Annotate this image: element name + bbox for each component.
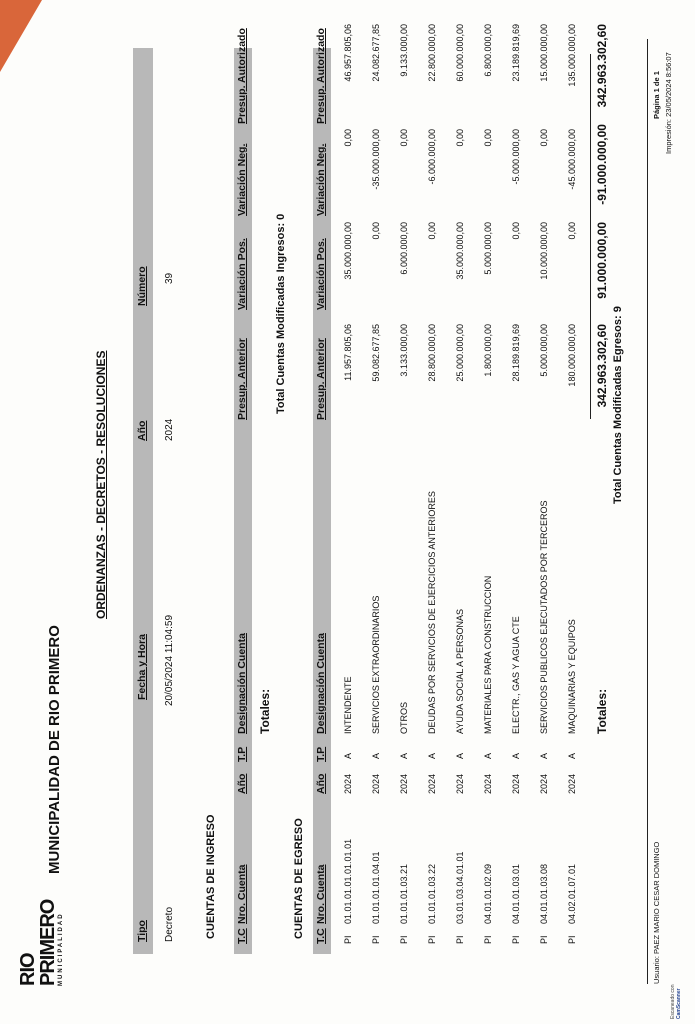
ingreso-col-variacion-pos: Variación Pos.: [236, 238, 248, 310]
egreso-totals-label: Totales:: [595, 688, 609, 734]
egreso-col-tc: T.C: [315, 928, 327, 944]
table-row-nro-cuenta: 03.01.03.04.01.01: [455, 851, 465, 924]
table-row-variacion-pos: 35.000.000,00: [455, 222, 465, 280]
table-row-presup-autorizado: 6.800.000,00: [483, 24, 493, 77]
table-row-anio: 2024: [511, 773, 521, 794]
table-row-designacion: INTENDENTE: [343, 676, 353, 734]
col-numero: Número: [136, 266, 148, 306]
footer-usuario: Usuario: PAEZ MARIO CESAR DOMINGO: [652, 841, 661, 984]
table-row-tc: PI: [539, 935, 549, 944]
table-row-anio: 2024: [567, 773, 577, 794]
egreso-total-variacion-neg: -91.000.000,00: [595, 124, 609, 205]
egreso-col-variacion-pos: Variación Pos.: [315, 238, 327, 310]
table-row-designacion: DEUDAS POR SERVICIOS DE EJERCICIOS ANTERIORES: [427, 491, 437, 734]
table-row-presup-autorizado: 15.000.000,00: [539, 24, 549, 82]
table-row-designacion: SERVICIOS PUBLICOS EJECUTADOS POR TERCEROS: [539, 500, 549, 734]
ingreso-col-presup-autorizado: Presup. Autorizado: [236, 28, 248, 124]
ingreso-col-tp: T.P: [236, 746, 248, 762]
table-row-anio: 2024: [539, 773, 549, 794]
table-row-nro-cuenta: 04.01.01.02.09: [483, 863, 493, 924]
table-row-presup-anterior: 28.800.000,00: [427, 324, 437, 382]
ingreso-col-variacion-neg: Variación Neg.: [236, 143, 248, 216]
scanner-line2: CamScanner: [676, 988, 682, 1019]
decree-tipo: Decreto: [164, 906, 175, 942]
scanner-line1: Escaneado con: [670, 984, 676, 1019]
table-row-nro-cuenta: 04.02.01.07.01: [567, 863, 577, 924]
table-row-designacion: MATERIALES PARA CONSTRUCCION: [483, 575, 493, 734]
table-row-nro-cuenta: 01.01.01.03.22: [427, 863, 437, 924]
table-row-presup-autorizado: 24.082.677,85: [371, 24, 381, 82]
table-row-anio: 2024: [455, 773, 465, 794]
table-row-designacion: OTROS: [399, 701, 409, 734]
table-row-tc: PI: [399, 935, 409, 944]
decree-fecha: 20/05/2024 11:04:59: [164, 614, 175, 706]
col-anio: Año: [136, 420, 148, 441]
table-row-tp: A: [343, 752, 353, 759]
table-row-variacion-pos: 6.000.000,00: [399, 222, 409, 275]
ingreso-totals-label: Totales:: [258, 688, 272, 734]
table-row-variacion-pos: 0,00: [567, 222, 577, 240]
ingreso-col-tc: T.C: [236, 928, 248, 944]
egreso-col-anio: Año: [315, 773, 327, 794]
table-row-presup-anterior: 25.000.000,00: [455, 324, 465, 382]
ingreso-col-nro-cuenta: Nro. Cuenta: [236, 864, 248, 924]
decree-header-bar: [133, 48, 153, 954]
egreso-col-presup-anterior: Presup. Anterior: [315, 338, 327, 420]
table-row-nro-cuenta: 04.01.01.03.01: [511, 863, 521, 924]
table-row-presup-anterior: 28.189.819,69: [511, 324, 521, 382]
table-row-tp: A: [399, 752, 409, 759]
table-row-nro-cuenta: 01.01.01.03.21: [399, 863, 409, 924]
table-row-anio: 2024: [483, 773, 493, 794]
section-cuentas-ingreso: CUENTAS DE INGRESO: [205, 814, 217, 939]
table-row-nro-cuenta: 01.01.01.01.01.01.01: [343, 838, 353, 924]
egreso-total-presup-autorizado: 342.963.302,60: [595, 24, 609, 108]
egreso-total-presup-anterior: 342.963.302,60: [595, 324, 609, 408]
table-row-tp: A: [511, 752, 521, 759]
table-row-nro-cuenta: 04.01.01.03.08: [539, 863, 549, 924]
table-row-tp: A: [567, 752, 577, 759]
footer-pagina: Página 1 de 1: [652, 71, 661, 119]
section-cuentas-egreso: CUENTAS DE EGRESO: [293, 818, 305, 939]
table-row-variacion-pos: 35.000.000,00: [343, 222, 353, 280]
logo-text-primero: PRIMERO: [37, 899, 59, 986]
logo-text-rio: RIO: [17, 953, 39, 986]
totals-divider: [590, 54, 591, 419]
table-row-presup-autorizado: 9.133.000,00: [399, 24, 409, 77]
table-row-variacion-neg: -6.000.000,00: [427, 129, 437, 185]
table-row-nro-cuenta: 01.01.01.01.04.01: [371, 851, 381, 924]
document-title: ORDENANZAS - DECRETOS - RESOLUCIONES: [94, 350, 108, 619]
table-row-variacion-neg: 0,00: [343, 129, 353, 147]
table-row-tc: PI: [483, 935, 493, 944]
table-row-presup-anterior: 59.082.677,85: [371, 324, 381, 382]
table-row-presup-anterior: 5.000.000,00: [539, 324, 549, 377]
table-row-variacion-neg: 0,00: [539, 129, 549, 147]
table-row-presup-autorizado: 60.000.000,00: [455, 24, 465, 82]
col-tipo: Tipo: [136, 920, 148, 942]
table-row-anio: 2024: [343, 773, 353, 794]
table-row-variacion-neg: 0,00: [399, 129, 409, 147]
ingreso-col-anio: Año: [236, 773, 248, 794]
table-row-variacion-neg: 0,00: [483, 129, 493, 147]
table-row-designacion: MAQUINARIAS Y EQUIPOS: [567, 619, 577, 734]
table-row-designacion: AYUDA SOCIAL A PERSONAS: [455, 608, 465, 734]
col-fecha-hora: Fecha y Hora: [136, 634, 148, 700]
table-row-variacion-neg: -35.000.000,00: [371, 129, 381, 190]
table-row-presup-anterior: 180.000.000,00: [567, 324, 577, 387]
table-row-tp: A: [483, 752, 493, 759]
table-row-variacion-neg: 0,00: [455, 129, 465, 147]
table-row-presup-autorizado: 22.800.000,00: [427, 24, 437, 82]
decree-numero: 39: [164, 272, 175, 284]
table-row-anio: 2024: [427, 773, 437, 794]
egreso-total-modified: Total Cuentas Modificadas Egresos: 9: [612, 306, 624, 504]
table-row-variacion-pos: 5.000.000,00: [483, 222, 493, 275]
table-row-presup-autorizado: 135.000.000,00: [567, 24, 577, 87]
table-row-anio: 2024: [399, 773, 409, 794]
table-row-tc: PI: [567, 935, 577, 944]
logo-text-municipalidad: MUNICIPALIDAD: [58, 912, 64, 986]
org-title: MUNICIPALIDAD DE RIO PRIMERO: [46, 625, 63, 874]
table-row-variacion-neg: -5.000.000,00: [511, 129, 521, 185]
table-row-tp: A: [539, 752, 549, 759]
decree-anio: 2024: [164, 418, 175, 441]
ingreso-col-designacion: Designación Cuenta: [236, 633, 248, 734]
table-row-variacion-pos: 0,00: [371, 222, 381, 240]
table-row-anio: 2024: [371, 773, 381, 794]
table-row-tp: A: [455, 752, 465, 759]
table-row-tc: PI: [371, 935, 381, 944]
table-row-tc: PI: [343, 935, 353, 944]
table-row-presup-anterior: 1.800.000,00: [483, 324, 493, 377]
table-row-variacion-pos: 0,00: [427, 222, 437, 240]
table-row-presup-anterior: 3.133.000,00: [399, 324, 409, 377]
table-row-tc: PI: [511, 935, 521, 944]
egreso-col-variacion-neg: Variación Neg.: [315, 143, 327, 216]
table-row-designacion: SERVICIOS EXTRAORDINARIOS: [371, 595, 381, 734]
table-row-presup-autorizado: 46.957.805,06: [343, 24, 353, 82]
table-row-presup-anterior: 11.957.805,06: [343, 324, 353, 381]
table-row-variacion-pos: 0,00: [511, 222, 521, 240]
table-row-tc: PI: [427, 935, 437, 944]
footer-impresion: Impresión: 23/05/2024 8:56:07: [664, 52, 673, 154]
table-row-tp: A: [371, 752, 381, 759]
egreso-col-designacion: Designación Cuenta: [315, 633, 327, 734]
table-row-variacion-pos: 10.000.000,00: [539, 222, 549, 280]
ingreso-col-presup-anterior: Presup. Anterior: [236, 338, 248, 420]
footer-divider: [647, 39, 648, 984]
table-row-presup-autorizado: 23.189.819,69: [511, 24, 521, 82]
municipality-logo: [18, 900, 64, 986]
egreso-total-variacion-pos: 91.000.000,00: [595, 222, 609, 299]
egreso-col-tp: T.P: [315, 746, 327, 762]
egreso-col-presup-autorizado: Presup. Autorizado: [315, 28, 327, 124]
egreso-col-nro-cuenta: Nro. Cuenta: [315, 864, 327, 924]
table-row-tc: PI: [455, 935, 465, 944]
table-row-tp: A: [427, 752, 437, 759]
ingreso-total-modified: Total Cuentas Modificadas Ingresos: 0: [275, 213, 287, 414]
table-row-designacion: ELECTR., GAS Y AGUA CTE: [511, 616, 521, 734]
scanner-watermark: [670, 985, 682, 1019]
table-row-variacion-neg: -45.000.000,00: [567, 129, 577, 190]
